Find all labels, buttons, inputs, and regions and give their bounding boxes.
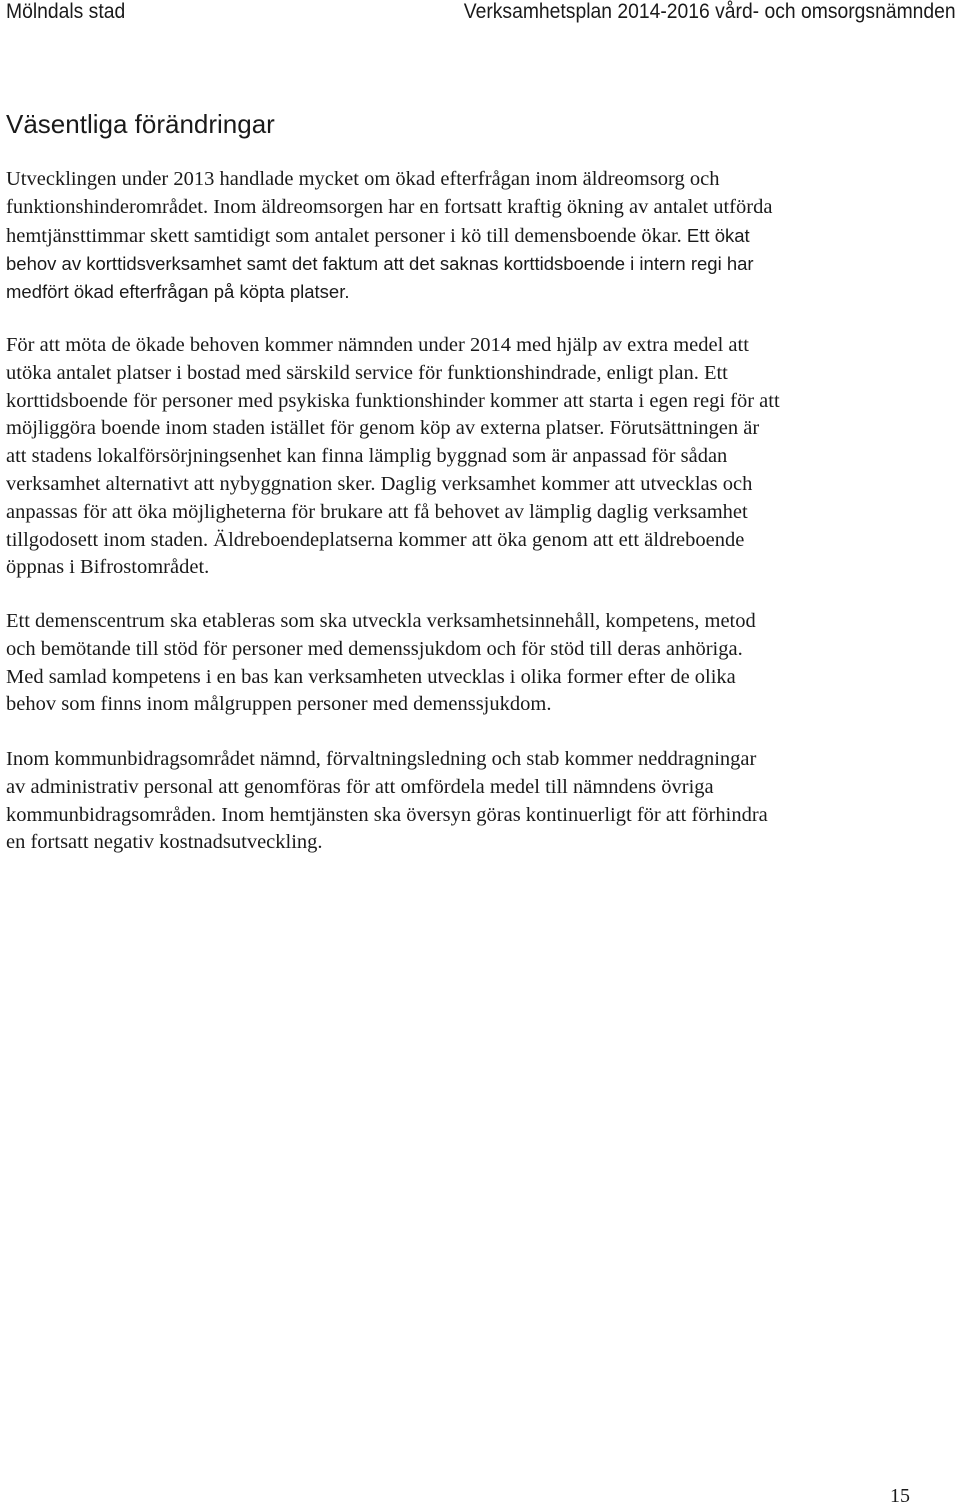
- text-line: kommunbidragsområden. Inom hemtjänsten ska översyn göras kontinuerligt för att förhindra: [6, 803, 768, 826]
- paragraph-1: [6, 166, 956, 306]
- text-line: [6, 222, 956, 251]
- text-line: behov som finns inom målgruppen personer med demenssjukdom.: [6, 693, 552, 716]
- text-line: utöka antalet platser i bostad med särskild service för funktionshindrade, enligt plan. Ett: [6, 361, 728, 384]
- paragraph-3: [6, 608, 956, 719]
- text-line: Ett demenscentrum ska etableras som ska utveckla verksamhetsinnehåll, kompetens, metod: [6, 610, 756, 632]
- header-document-title: Verksamhetsplan 2014-2016 vård- och omsorgsnämnden: [464, 0, 956, 23]
- text-line: medfört ökad efterfrågan på köpta platser.: [6, 281, 350, 303]
- paragraph-2: [6, 332, 956, 582]
- text-line: tillgodosett inom staden. Äldreboendeplatserna kommer att öka genom att ett äldreboende: [6, 528, 745, 551]
- page-number: 15: [890, 1485, 910, 1507]
- text-line: För att möta de ökade behoven kommer nämnden under 2014 med hjälp av extra medel att: [6, 334, 749, 356]
- text-line: att stadens lokalförsörjningsenhet kan finna lämplig byggnad som är anpassad för sådan: [6, 445, 728, 468]
- text-line: öppnas i Bifrostområdet.: [6, 556, 210, 579]
- text-line: anpassas för att öka möjligheterna för brukare att få behovet av lämplig daglig verksamhet: [6, 500, 748, 523]
- header-organization: Mölndals stad: [6, 0, 126, 23]
- text-line-part: hemtjänsttimmar skett samtidigt som antalet personer i kö till demensboende ökar.: [6, 224, 682, 247]
- text-line: och bemötande till stöd för personer med demenssjukdom och för stöd till deras anhöriga.: [6, 637, 743, 660]
- text-line: behov av korttidsverksamhet samt det faktum att det saknas korttidsboende i intern regi har: [6, 253, 754, 275]
- text-line: Med samlad kompetens i en bas kan verksamheten utvecklas i olika former efter de olika: [6, 665, 736, 688]
- paragraph-4: [6, 746, 956, 857]
- text-line: Inom kommunbidragsområdet nämnd, förvaltningsledning och stab kommer neddragningar: [6, 748, 757, 770]
- text-line-part: Ett ökat: [681, 224, 750, 246]
- section-heading: Väsentliga förändringar: [6, 109, 275, 139]
- page-header: [0, 0, 960, 24]
- text-line: korttidsboende för personer med psykiska funktionshinder kommer att starta i egen regi för att: [6, 389, 780, 412]
- text-line: möjliggöra boende inom staden istället för genom köp av externa platser. Förutsättningen är: [6, 417, 760, 440]
- text-line: verksamhet alternativt att nybyggnation sker. Daglig verksamhet kommer att utvecklas och: [6, 472, 753, 495]
- text-line: av administrativ personal att genomföras för att omfördela medel till nämndens övriga: [6, 775, 714, 798]
- text-line: en fortsatt negativ kostnadsutveckling.: [6, 831, 323, 854]
- text-line: funktionshinderområdet. Inom äldreomsorgen har en fortsatt kraftig ökning av antalet utförda: [6, 195, 773, 218]
- text-line: Utvecklingen under 2013 handlade mycket om ökad efterfrågan inom äldreomsorg och: [6, 168, 720, 190]
